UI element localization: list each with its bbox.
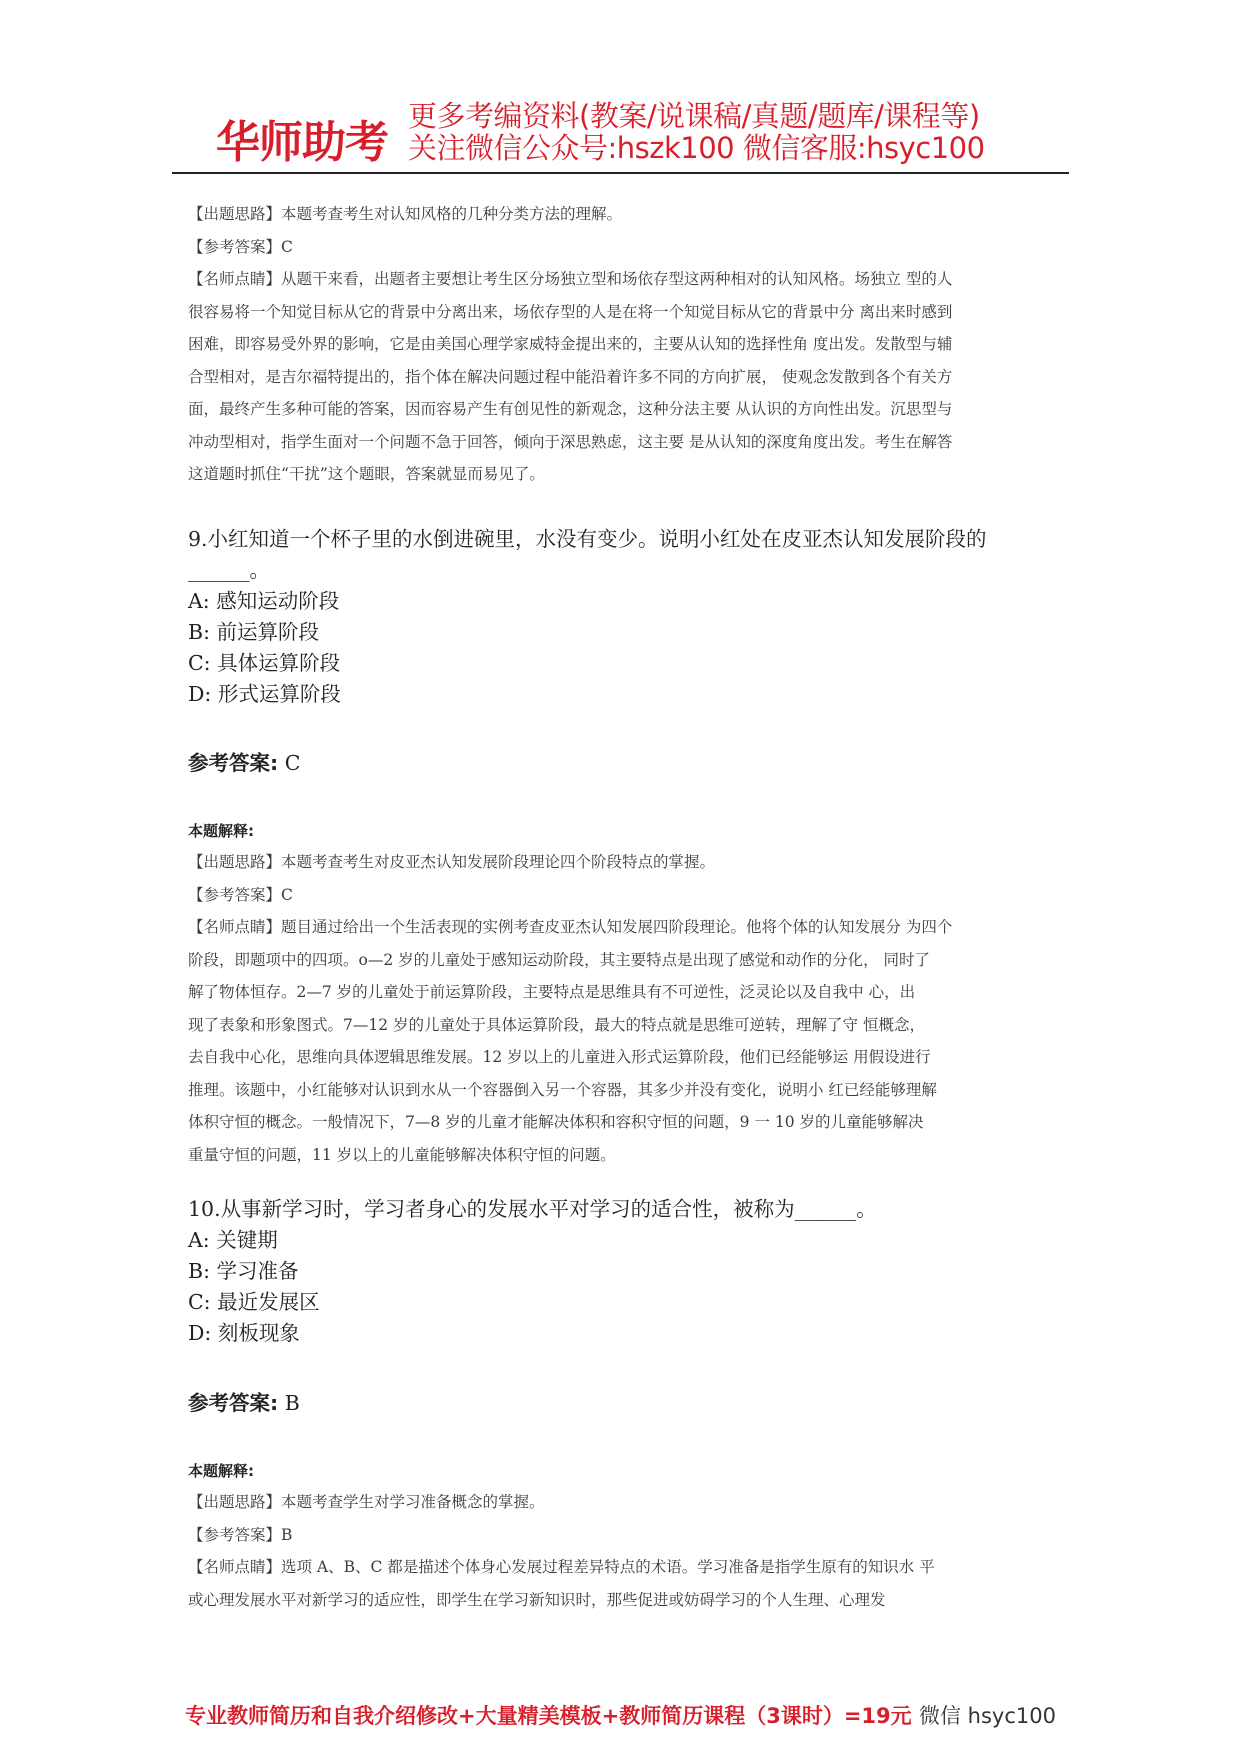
answer-value: B <box>278 1391 300 1415</box>
option-d: D: 刻板现象 <box>188 1321 300 1345</box>
explanation-line: 合型相对，是吉尔福特提出的，指个体在解决问题过程中能沿着许多不同的方向扩展， 使观念发散到各个有关方 <box>188 367 953 386</box>
header-banner <box>172 96 1072 176</box>
q9-explanation-body <box>188 846 1068 1171</box>
question-9 <box>188 524 1068 710</box>
q9-explanation <box>188 820 1068 841</box>
explanation-line: 【名师点睛】从题干来看，出题者主要想让考生区分场独立型和场依存型这两种相对的认知风格。场独立 型的人 <box>188 270 953 288</box>
footer-contact: 微信 hsyc100 <box>918 1704 1056 1728</box>
explanation-idea: 【出题思路】本题考查考生对皮亚杰认知发展阶段理论四个阶段特点的掌握。 <box>188 853 716 871</box>
explanation-line: 解了物体恒存。2—7 岁的儿童处于前运算阶段，主要特点是思维具有不可逆性，泛灵论以及自我中 心，出 <box>188 983 916 1001</box>
footer-promo-text: 专业教师简历和自我介绍修改+大量精美模板+教师简历课程（3课时）=19元 <box>185 1704 912 1728</box>
footer-promo <box>0 1700 1241 1730</box>
q10-explanation <box>188 1460 1068 1481</box>
question-stem: 9.小红知道一个杯子里的水倒进碗里，水没有变少。说明小红处在皮亚杰认知发展阶段的 <box>188 527 987 551</box>
option-a: A: 感知运动阶段 <box>188 589 340 613</box>
answer-label: 参考答案: <box>188 1391 279 1415</box>
q9-answer <box>188 746 1068 776</box>
option-d: D: 形式运算阶段 <box>188 682 341 706</box>
explanation-line: 很容易将一个知觉目标从它的背景中分离出来，场依存型的人是在将一个知觉目标从它的背景中分 离出来时感到 <box>188 302 953 321</box>
option-b: B: 前运算阶段 <box>188 620 319 644</box>
header-divider <box>172 172 1069 174</box>
explanation-line: 面，最终产生多种可能的答案，因而容易产生有创见性的新观念，这种分法主要 从认识的方向性出发。沉思型与 <box>188 400 953 418</box>
explanation-line: 【名师点睛】选项 A、B、C 都是描述个体身心发展过程差异特点的术语。学习准备是指学生原有的知识水 平 <box>188 1558 935 1576</box>
brand-logo: 华师助考 <box>216 117 388 168</box>
explanation-line: 现了表象和形象图式。7—12 岁的儿童处于具体运算阶段，最大的特点就是思维可逆转，理解了守 恒概念， <box>188 1015 925 1034</box>
explanation-line: 这道题时抓住“干扰”这个题眼，答案就显而易见了。 <box>188 465 545 483</box>
explanation-ref-answer: 【参考答案】C <box>188 237 293 256</box>
q8-explanation <box>188 198 1068 491</box>
explanation-line: 困难，即容易受外界的影响，它是由美国心理学家威特金提出来的，主要从认知的选择性角 度出发。发散型与辅 <box>188 335 953 353</box>
option-c: C: 最近发展区 <box>188 1290 320 1314</box>
explanation-idea: 【出题思路】本题考查考生对认知风格的几种分类方法的理解。 <box>188 205 623 223</box>
question-stem: 10.从事新学习时，学习者身心的发展水平对学习的适合性，被称为______。 <box>188 1197 877 1221</box>
explanation-ref-answer: 【参考答案】C <box>188 885 293 904</box>
explanation-line: 重量守恒的问题，11 岁以上的儿童能够解决体积守恒的问题。 <box>188 1145 616 1164</box>
question-10 <box>188 1194 1068 1349</box>
explanation-line: 阶段，即题项中的四项。o—2 岁的儿童处于感知运动阶段，其主要特点是出现了感觉和动作的分化， 同时了 <box>188 950 931 969</box>
explanation-idea: 【出题思路】本题考查学生对学习准备概念的掌握。 <box>188 1493 545 1511</box>
option-b: B: 学习准备 <box>188 1259 299 1283</box>
explanation-line: 【名师点睛】题目通过给出一个生活表现的实例考查皮亚杰认知发展四阶段理论。他将个体的认知发展分 为四个 <box>188 918 953 936</box>
answer-value: C <box>278 751 301 775</box>
q10-answer <box>188 1386 1068 1416</box>
explanation-line: 去自我中心化，思维向具体逻辑思维发展。12 岁以上的儿童进入形式运算阶段，他们已经能够运 用假设进行 <box>188 1048 931 1066</box>
promo-text <box>408 100 985 164</box>
explanation-ref-answer: 【参考答案】B <box>188 1525 293 1544</box>
explanation-line: 或心理发展水平对新学习的适应性，即学生在学习新知识时，那些促进或妨碍学习的个人生理、心理发 <box>188 1590 886 1609</box>
explanation-line: 冲动型相对，指学生面对一个问题不急于回答，倾向于深思熟虑，这主要 是从认知的深度角度出发。考生在解答 <box>188 432 953 451</box>
explanation-title: 本题解释: <box>188 822 254 840</box>
promo-line-1: 更多考编资料(教案/说课稿/真题/题库/课程等) <box>408 99 980 133</box>
option-a: A: 关键期 <box>188 1228 278 1252</box>
explanation-line: 推理。该题中，小红能够对认识到水从一个容器倒入另一个容器，其多少并没有变化，说明小 红已经能够理解 <box>188 1080 937 1099</box>
explanation-title: 本题解释: <box>188 1462 254 1480</box>
question-blank: ______。 <box>188 558 270 582</box>
q10-explanation-body <box>188 1486 1068 1616</box>
explanation-line: 体积守恒的概念。一般情况下，7—8 岁的儿童才能解决体积和容积守恒的问题，9 一 10 岁的儿童能够解决 <box>188 1113 924 1131</box>
answer-label: 参考答案: <box>188 751 279 775</box>
option-c: C: 具体运算阶段 <box>188 651 341 675</box>
promo-line-2: 关注微信公众号:hszk100 微信客服:hsyc100 <box>408 131 985 165</box>
